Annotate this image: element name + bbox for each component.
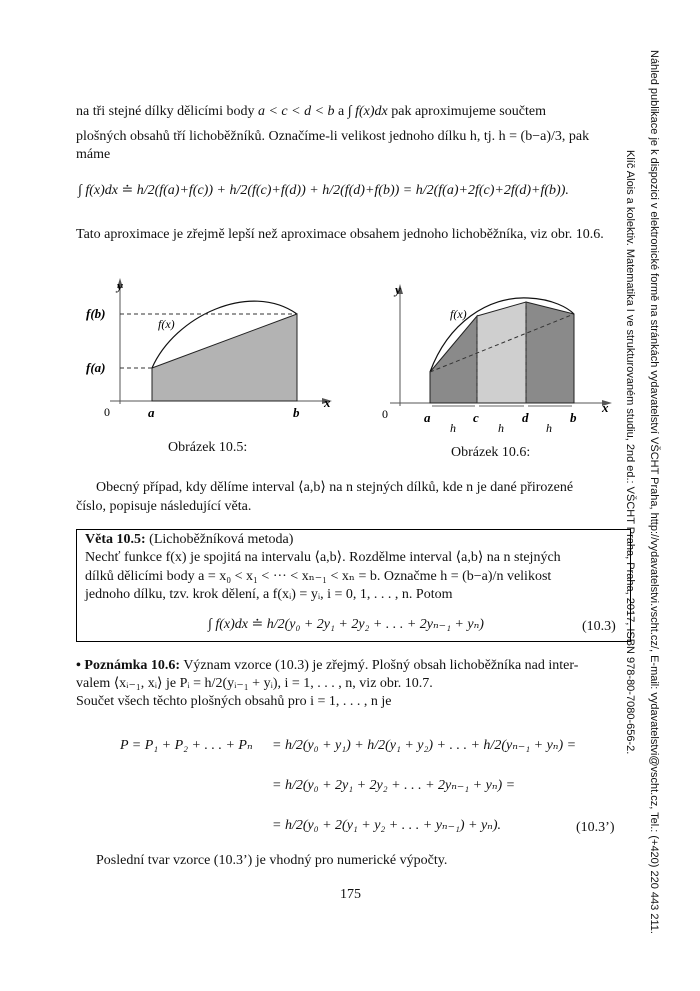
approx-text: Tato aproximace je zřejmě lepší než aproximace obsahem jednoho lichoběžníka, viz obr. 10.6. [76,227,604,242]
general-line1: Obecný případ, kdy dělíme interval ⟨a,b⟩ na n stejných dílků, kde n je dané přirozené [96,480,574,495]
y-label: y [117,278,123,293]
intro-line3: máme [76,147,111,162]
trapezoid-1 [430,316,477,403]
b-label: b [293,405,300,420]
theorem-line2: dílků dělicími body a = x₀ < x₁ < ··· < xₙ₋₁ < xₙ = b. Označme h = (b−a)/n velikost [85,569,552,584]
fig-10-6-caption: Obrázek 10.6: [451,445,531,460]
fig-10-5-caption: Obrázek 10.5: [168,440,248,455]
theorem-subtitle: (Lichoběžníková metoda) [145,532,294,547]
sum-eq-number: (10.3’) [576,820,615,835]
general-line2: číslo, popisuje následující věta. [76,499,252,514]
x-label: x [324,395,331,410]
b-label: b [570,410,577,425]
theorem-line1: Nechť funkce f(x) je spojitá na intervalu ⟨a,b⟩. Rozdělme interval ⟨a,b⟩ na n stejných [85,550,561,565]
a-label: a [148,405,155,420]
remark-title: • Poznámka 10.6: [76,658,181,673]
y-label: y [395,282,401,297]
theorem-formula: ∫ f(x)dx ≐ h/2(y₀ + 2y₁ + 2y₂ + . . . + 2yₙ₋₁ + yₙ) [208,617,484,632]
intro-line1 [76,103,546,121]
intro-text: a [334,104,348,119]
d-label: d [522,410,529,425]
trapezoid-2 [477,302,526,403]
fb-label: f(b) [86,306,106,321]
remark-line1 [76,657,578,675]
theorem-heading [85,531,293,549]
zero-label: 0 [382,407,388,421]
intro-integral: ∫ f(x)dx [347,104,388,119]
side-note [624,50,672,950]
fx-label: f(x) [158,317,175,331]
sum-row1: = h/2(y₀ + y₁) + h/2(y₁ + y₂) + . . . + h/2(yₙ₋₁ + yₙ) = [272,738,577,753]
formula-1: ∫ f(x)dx ≐ h/2(f(a)+f(c)) + h/2(f(c)+f(d)) + h/2(f(d)+f(b)) = h/2(f(a)+2f(c)+2f(d)+f(b)). [78,183,569,198]
figure-10-5 [80,276,340,426]
remark-text: Význam vzorce (10.3) je zřejmý. Plošný obsah lichoběžníka nad inter- [180,658,579,673]
intro-line2: plošných obsahů tří lichoběžníků. Označíme-li velikost jednoho dílku h, tj. h = (b−a)/3, pak [76,129,590,144]
side-note-line1: Náhled publikace je k dispozici v elektronické formě na stránkách vydavatelství VŠCHT Praha, http://vydavatelstvi.vscht.cz/, E-mail: vydavatelstvi@vscht.cz, Tel.: (+420) 220 443 211. [648,50,660,934]
remark-line2: valem ⟨xᵢ₋₁, xᵢ⟩ je Pᵢ = h/2(yᵢ₋₁ + yᵢ), i = 1, . . . , n, viz obr. 10.7. [76,676,433,691]
theorem-title: Věta 10.5: [85,532,146,547]
theorem-eq-number: (10.3) [582,619,616,634]
theorem-line3: jednoho dílku, tzv. krok dělení, a f(xᵢ) = yᵢ, i = 0, 1, . . . , n. Potom [85,587,453,602]
remark-line3: Součet všech těchto plošných obsahů pro i = 1, . . . , n je [76,694,392,709]
final-text: Poslední tvar vzorce (10.3’) je vhodný pro numerické výpočty. [96,853,448,868]
figure-10-6 [378,278,618,438]
h-label-2: h [498,421,504,435]
zero-label: 0 [104,405,110,419]
intro-text: na tři stejné dílky dělicími body [76,104,258,119]
sum-row2: = h/2(y₀ + 2y₁ + 2y₂ + . . . + 2yₙ₋₁ + yₙ) = [272,778,516,793]
intro-text: pak aproximujeme součtem [387,104,546,119]
fa-label: f(a) [86,360,106,375]
x-label: x [602,400,609,415]
page-number: 175 [340,887,361,902]
h-label-1: h [450,421,456,435]
sum-row3: = h/2(y₀ + 2(y₁ + y₂ + . . . + yₙ₋₁) + yₙ). [272,818,501,833]
h-label-3: h [546,421,552,435]
intro-math: a < c < d < b [257,104,335,119]
sum-lhs: P = P₁ + P₂ + . . . + Pₙ [120,738,253,753]
fx-label: f(x) [450,307,467,321]
side-note-line2: Klíč Alois a kolektiv. Matematika I ve strukturovaném studiu, 2nd ed.: VŠCHT Praha, Praha, 2017, ISBN 978-80-7080-656-2. [624,150,636,755]
a-label: a [424,410,431,425]
c-label: c [473,410,479,425]
